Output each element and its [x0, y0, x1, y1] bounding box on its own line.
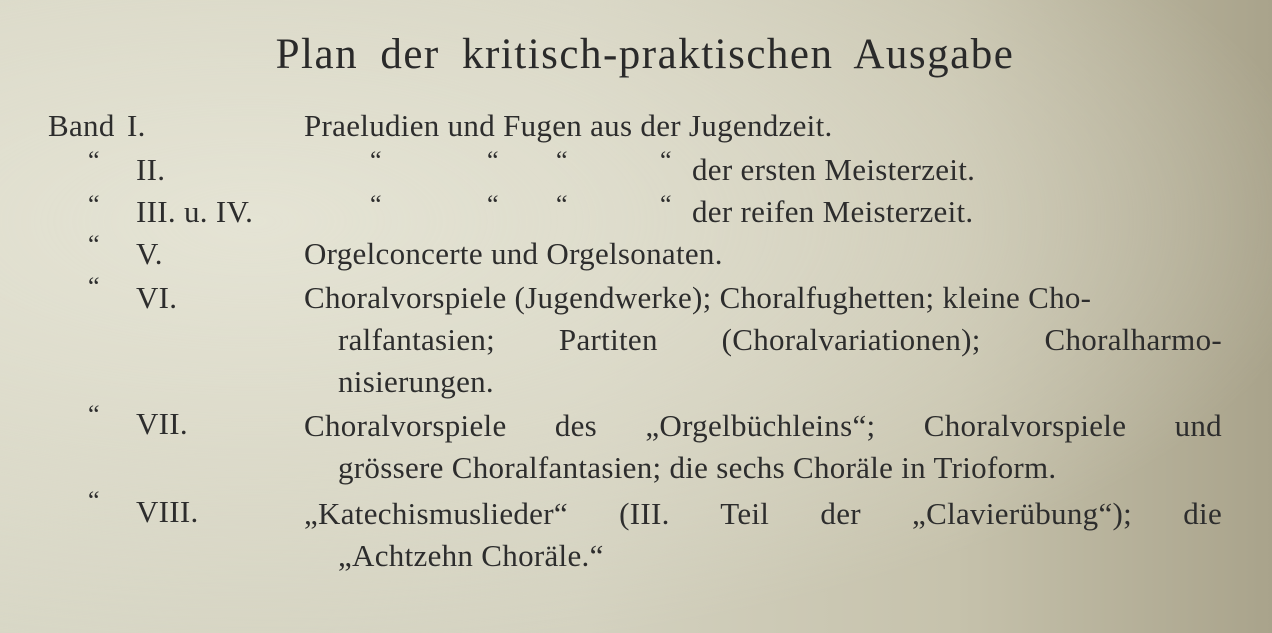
- ditto-mark: “: [556, 146, 568, 175]
- ditto-mark: “: [88, 146, 100, 175]
- volume-6-line-2: ralfantasien; Partiten (Choralvariationen); Choralharmo-: [338, 322, 1222, 357]
- volume-numeral-5: V.: [136, 236, 163, 271]
- ditto-mark: “: [487, 190, 499, 219]
- band-label: Band: [48, 108, 115, 143]
- volume-2-line-1: der ersten Meisterzeit.: [692, 152, 976, 187]
- volume-numeral-7: VII.: [136, 406, 188, 441]
- ditto-mark: “: [88, 230, 100, 259]
- ditto-mark: “: [370, 190, 382, 219]
- ditto-mark: “: [88, 486, 100, 515]
- volume-8-line-1: „Katechismuslieder“ (III. Teil der „Clavierübung“); die: [304, 496, 1222, 531]
- volume-numeral-3-4: III. u. IV.: [136, 194, 254, 229]
- volume-7-line-1: Choralvorspiele des „Orgelbüchleins“; Choralvorspiele und: [304, 408, 1222, 443]
- ditto-mark: “: [487, 146, 499, 175]
- ditto-mark: “: [88, 272, 100, 301]
- volume-5-line-1: Orgelconcerte und Orgelsonaten.: [304, 236, 723, 271]
- page-title: Plan der kritisch-praktischen Ausgabe: [275, 31, 1015, 78]
- ditto-mark: “: [660, 190, 672, 219]
- volume-numeral-1: I.: [127, 108, 146, 143]
- ditto-mark: “: [88, 190, 100, 219]
- ditto-mark: “: [556, 190, 568, 219]
- volume-6-line-3: nisierungen.: [338, 364, 494, 399]
- volume-numeral-6: VI.: [136, 280, 178, 315]
- ditto-mark: “: [88, 400, 100, 429]
- volume-1-line-1: Praeludien und Fugen aus der Jugendzeit.: [304, 108, 833, 143]
- volume-8-line-2: „Achtzehn Choräle.“: [338, 538, 604, 573]
- ditto-mark: “: [370, 146, 382, 175]
- volume-3-4-line-1: der reifen Meisterzeit.: [692, 194, 974, 229]
- ditto-mark: “: [660, 146, 672, 175]
- volume-numeral-8: VIII.: [136, 494, 199, 529]
- volume-6-line-1: Choralvorspiele (Jugendwerke); Choralfughetten; kleine Cho-: [304, 280, 1092, 315]
- volume-7-line-2: grössere Choralfantasien; die sechs Choräle in Trioform.: [338, 450, 1057, 485]
- volume-numeral-2: II.: [136, 152, 166, 187]
